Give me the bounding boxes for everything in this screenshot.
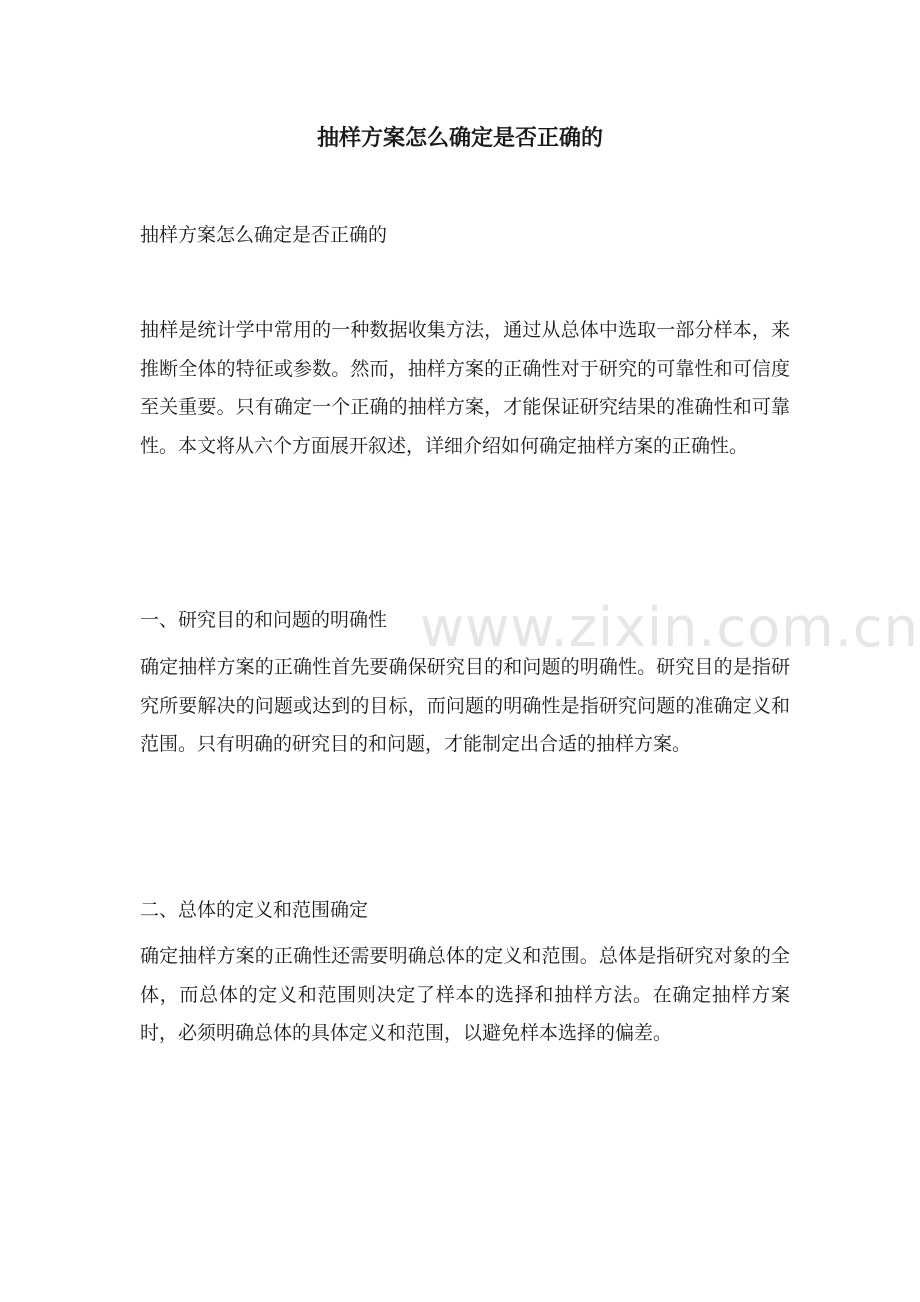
- section-heading-1: 一、研究目的和问题的明确性: [140, 609, 388, 631]
- section-body-2: 确定抽样方案的正确性还需要明确总体的定义和范围。总体是指研究对象的全体，而总体的定义和范围则决定了样本的选择和抽样方法。在确定抽样方案时，必须明确总体的具体定义和范围，以避免样本选择的偏差。: [140, 945, 790, 1045]
- document-subtitle: 抽样方案怎么确定是否正确的: [140, 224, 388, 246]
- watermark: www.zixin.com.cn: [420, 596, 919, 659]
- document-title: 抽样方案怎么确定是否正确的: [316, 125, 603, 151]
- intro-paragraph: 抽样是统计学中常用的一种数据收集方法，通过从总体中选取一部分样本，来推断全体的特征或参数。然而，抽样方案的正确性对于研究的可靠性和可信度至关重要。只有确定一个正确的抽样方案，才能保证研究结果的准确性和可靠性。本文将从六个方面展开叙述，详细介绍如何确定抽样方案的正确性。: [140, 319, 790, 457]
- section-body-1: 确定抽样方案的正确性首先要确保研究目的和问题的明确性。研究目的是指研究所要解决的问题或达到的目标，而问题的明确性是指研究问题的准确定义和范围。只有明确的研究目的和问题，才能制定出合适的抽样方案。: [140, 656, 790, 756]
- section-heading-2: 二、总体的定义和范围确定: [140, 899, 369, 921]
